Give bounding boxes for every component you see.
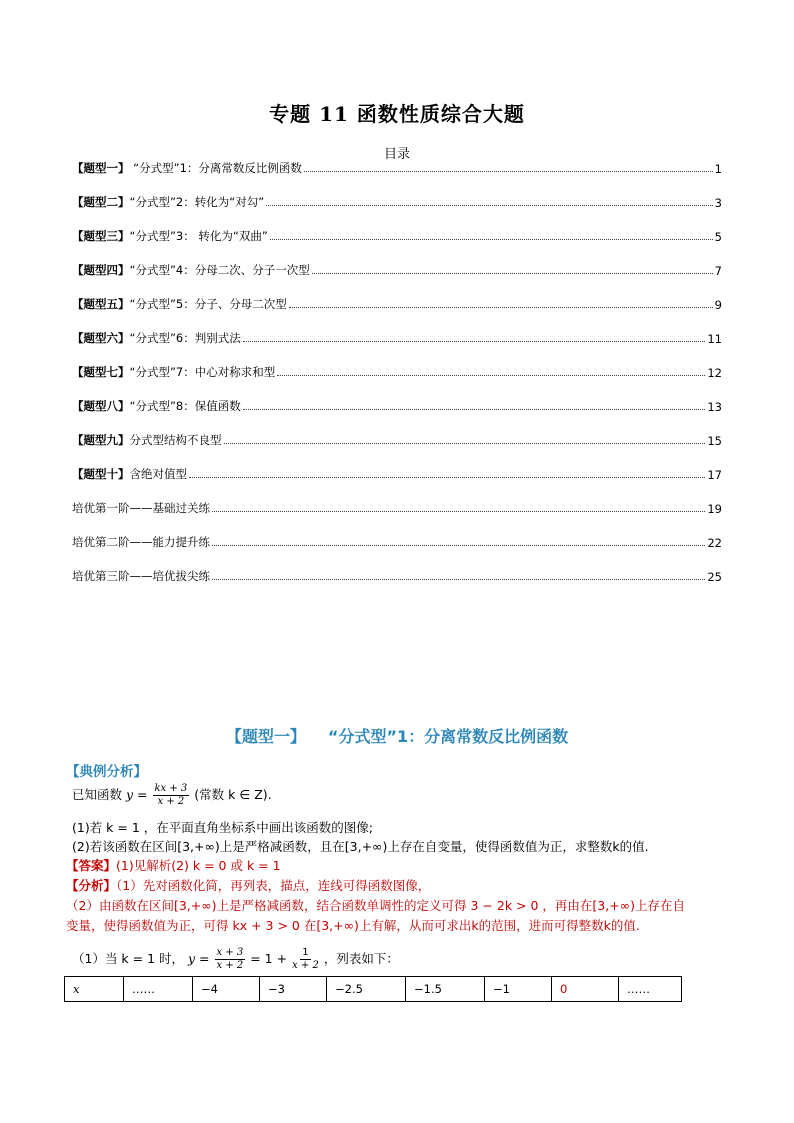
toc-dot-leader [277, 374, 705, 376]
toc-entry-label [72, 364, 275, 380]
toc-entry-text: “分式型”6：判别式法 [129, 331, 241, 345]
toc-entry-tag: 【题型五】 [72, 297, 130, 311]
table-cell: 0 [552, 977, 619, 1002]
toc-page-number: 17 [707, 468, 722, 482]
toc-entry-label [72, 398, 241, 414]
answer-line [66, 856, 281, 874]
toc-page-number: 12 [707, 366, 722, 380]
toc-entry-label [72, 432, 222, 448]
toc-page-number: 19 [707, 502, 722, 516]
toc-dot-leader [243, 408, 706, 410]
step-y: y = [188, 951, 210, 966]
analysis-label-red: 【分析】 [66, 878, 117, 893]
analysis-line-2: （2）由函数在区间[3,+∞)上是严格减函数，结合函数单调性的定义可得 3 − 2k > 0 ，再由在[3,+∞)上存在自 [66, 898, 685, 913]
toc-entry-text: “分式型”8：保值函数 [129, 399, 241, 413]
step-fraction-2 [292, 947, 319, 972]
toc-dot-leader [266, 204, 713, 206]
toc-entry-label [72, 534, 210, 550]
analysis-label: 【典例分析】 [66, 764, 147, 780]
toc-entry-tag: 【题型二】 [72, 195, 130, 209]
table-cell: −3 [260, 977, 327, 1002]
constant-note: (常数 k ∈ Z). [194, 787, 272, 802]
toc-entry-label [72, 466, 187, 482]
toc-dot-leader [270, 238, 713, 240]
toc-entry-text: “分式型”5：分子、分母二次型 [129, 297, 287, 311]
page-title: 专题 11 函数性质综合大题 [269, 102, 525, 126]
toc-dot-leader [243, 340, 706, 342]
toc-page-number: 22 [707, 536, 722, 550]
step-fraction-1 [215, 947, 246, 972]
analysis-line-1 [66, 876, 430, 894]
toc-page-number: 25 [707, 570, 722, 584]
step-fraction-1-numerator: x + 3 [216, 947, 244, 958]
toc-entry-text: “分式型”7：中心对称求和型 [129, 365, 276, 379]
toc-page-number: 9 [714, 298, 722, 312]
toc-page-number: 13 [707, 400, 722, 414]
toc-entry-tag: 【题型九】 [72, 433, 130, 447]
toc-entry-text: 培优第二阶——能力提升练 [72, 535, 210, 549]
question-1: (1)若 k = 1 ，在平面直角坐标系中画出该函数的图像; [72, 820, 373, 835]
toc-entry-text: “分式型”3： 转化为“双曲” [129, 229, 268, 243]
toc-entry-tag: 【题型一】 [72, 161, 130, 175]
toc-entry[interactable] [72, 566, 722, 584]
toc-entry-label [72, 262, 310, 278]
step-fraction-2-denominator: x + 2 [292, 960, 319, 971]
section-text: “分式型”1：分离常数反比例函数 [327, 727, 569, 746]
toc-entry[interactable] [72, 260, 722, 278]
table-cell: −4 [193, 977, 260, 1002]
value-table [64, 976, 682, 1002]
answer-label: 【答案】 [66, 858, 117, 873]
section-title [0, 724, 794, 747]
toc-entry-text: 培优第一阶——基础过关练 [72, 501, 210, 515]
answer-text: (1)见解析(2) k = 0 或 k = 1 [116, 858, 281, 873]
toc-entry-text: 培优第三阶——培优拔尖练 [72, 569, 210, 583]
toc-dot-leader [189, 476, 705, 478]
table-cell: −1.5 [406, 977, 485, 1002]
toc-entry-text: 含绝对值型 [129, 467, 187, 481]
toc-entry-tag: 【题型四】 [72, 263, 130, 277]
toc-dot-leader [312, 272, 713, 274]
toc-entry-label [72, 296, 287, 312]
toc-entry-text: “分式型”4：分母二次、分子一次型 [129, 263, 310, 277]
section-tag: 【题型一】 [225, 727, 306, 746]
toc-entry-tag: 【题型七】 [72, 365, 130, 379]
toc-dot-leader [289, 306, 713, 308]
toc-page-number: 11 [707, 332, 722, 346]
toc-entry-tag: 【题型十】 [72, 467, 130, 481]
step-fraction-1-denominator: x + 2 [216, 960, 244, 971]
toc-entry[interactable] [72, 328, 722, 346]
toc-dot-leader [212, 510, 705, 512]
problem-intro: 已知函数 [72, 787, 123, 802]
toc-entry[interactable] [72, 396, 722, 414]
table-cell: −2.5 [327, 977, 406, 1002]
toc-dot-leader [224, 442, 706, 444]
analysis-line-3: 变量，使得函数值为正，可得 kx + 3 > 0 在[3,+∞)上有解，从而可求出k的范围，进而可得整数k的值. [66, 918, 640, 933]
fraction-numerator: kx + 3 [154, 783, 188, 794]
value-table-row [65, 977, 682, 1002]
function-y: y = [126, 787, 148, 802]
step-mid: = 1 + [250, 951, 288, 966]
toc-dot-leader [304, 170, 713, 172]
step-fraction-2-numerator: 1 [302, 947, 309, 958]
step-1-line [72, 947, 399, 972]
toc-page-number: 1 [714, 162, 722, 176]
toc-entry-tag: 【题型八】 [72, 399, 130, 413]
table-cell: …… [619, 977, 682, 1002]
function-fraction [153, 783, 190, 808]
toc-page-number: 7 [714, 264, 722, 278]
table-cell: −1 [485, 977, 552, 1002]
toc-entry[interactable] [72, 226, 722, 244]
toc-page-number: 5 [714, 230, 722, 244]
toc-entry-label [72, 160, 302, 176]
toc-dot-leader [212, 578, 705, 580]
step-suffix: ，列表如下： [323, 951, 399, 966]
table-cell: …… [124, 977, 193, 1002]
toc-heading: 目录 [383, 147, 410, 162]
toc-entry-label [72, 500, 210, 516]
analysis-text-1: （1）先对函数化简，再列表，描点，连线可得函数图像， [116, 878, 431, 893]
fraction-denominator: x + 2 [157, 796, 185, 807]
table-cell: x [65, 977, 124, 1002]
toc-entry[interactable] [72, 294, 722, 312]
toc-entry-label [72, 330, 241, 346]
toc-entry[interactable] [72, 362, 722, 380]
toc-entry-label [72, 228, 268, 244]
toc-entry-tag: 【题型六】 [72, 331, 130, 345]
toc-entry-tag: 【题型三】 [72, 229, 130, 243]
toc-entry[interactable] [72, 158, 722, 176]
toc-entry-text: “分式型”2：转化为“对勾” [129, 195, 265, 209]
problem-statement [72, 783, 272, 808]
step-prefix: （1）当 k = 1 时， [72, 951, 185, 966]
toc-entry[interactable] [72, 464, 722, 482]
toc-entry-text: “分式型”1：分离常数反比例函数 [129, 161, 302, 175]
toc-dot-leader [212, 544, 705, 546]
toc-page-number: 15 [707, 434, 722, 448]
toc-entry-label [72, 194, 264, 210]
toc-entry[interactable] [72, 532, 722, 550]
toc-entry[interactable] [72, 430, 722, 448]
toc-page-number: 3 [714, 196, 722, 210]
toc-entry-text: 分式型结构不良型 [129, 433, 222, 447]
toc-entry[interactable] [72, 498, 722, 516]
toc-entry-label [72, 568, 210, 584]
question-2: (2)若该函数在区间[3,+∞)上是严格减函数，且在[3,+∞)上存在自变量，使得函数值为正，求整数k的值. [72, 839, 649, 854]
toc-entry[interactable] [72, 192, 722, 210]
